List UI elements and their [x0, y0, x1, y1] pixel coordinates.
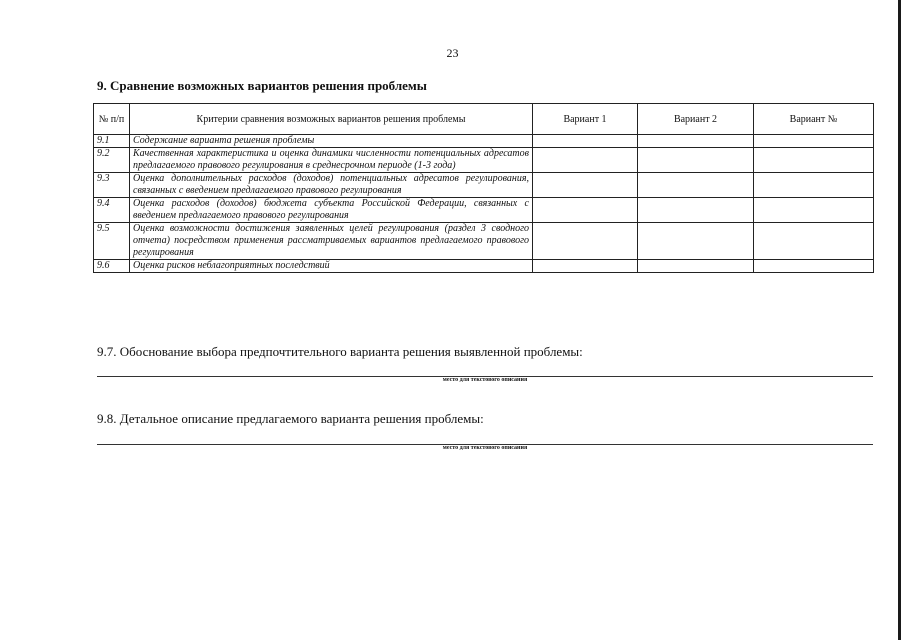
table-row: [94, 148, 874, 173]
section-9-7-heading: 9.7. Обоснование выбора предпочтительного варианта решения выявленной проблемы:: [97, 344, 583, 359]
section-9-8-heading: 9.8. Детальное описание предлагаемого варианта решения проблемы:: [97, 411, 484, 426]
scan-edge-line: [898, 0, 901, 640]
row-number: 9.3: [94, 173, 130, 198]
table-row: [94, 135, 874, 148]
row-number: 9.4: [94, 198, 130, 223]
section-9-8-caption: место для текстового описания: [442, 445, 528, 451]
cell-variant-1: [533, 135, 638, 148]
row-criterion: Содержание варианта решения проблемы: [130, 135, 533, 148]
cell-variant-n: [754, 148, 874, 173]
header-num: № п/п: [94, 104, 130, 135]
cell-variant-n: [754, 198, 874, 223]
table-header-row: [94, 104, 874, 135]
page-number: 23: [446, 46, 459, 60]
header-criteria: Критерии сравнения возможных вариантов решения проблемы: [130, 104, 533, 135]
header-variant-2: Вариант 2: [638, 104, 754, 135]
header-variant-1: Вариант 1: [533, 104, 638, 135]
table-row: [94, 198, 874, 223]
row-number: 9.2: [94, 148, 130, 173]
cell-variant-n: [754, 223, 874, 260]
cell-variant-n: [754, 173, 874, 198]
cell-variant-1: [533, 198, 638, 223]
comparison-table: [93, 103, 874, 273]
cell-variant-2: [638, 173, 754, 198]
row-criterion: Оценка возможности достижения заявленных целей регулирования (раздел 3 сводного отчета) посредством применения рассматриваемых вариантов предлагаемого правового регулирования: [130, 223, 533, 260]
cell-variant-1: [533, 260, 638, 273]
row-criterion: Оценка дополнительных расходов (доходов) потенциальных адресатов регулирования, связанных с введением предлагаемого правового регулирования: [130, 173, 533, 198]
cell-variant-1: [533, 148, 638, 173]
cell-variant-n: [754, 135, 874, 148]
cell-variant-2: [638, 223, 754, 260]
table-row: [94, 173, 874, 198]
cell-variant-2: [638, 260, 754, 273]
row-criterion: Оценка рисков неблагоприятных последствий: [130, 260, 533, 273]
row-number: 9.1: [94, 135, 130, 148]
section-9-7-caption: место для текстового описания: [442, 377, 528, 383]
table-row: [94, 223, 874, 260]
row-criterion: Оценка расходов (доходов) бюджета субъекта Российской Федерации, связанных с введением предлагаемого правового регулирования: [130, 198, 533, 223]
table-row: [94, 260, 874, 273]
cell-variant-2: [638, 198, 754, 223]
row-number: 9.6: [94, 260, 130, 273]
row-criterion: Качественная характеристика и оценка динамики численности потенциальных адресатов предлагаемого правового регулирования в среднесрочном периоде (1-3 года): [130, 148, 533, 173]
cell-variant-n: [754, 260, 874, 273]
cell-variant-1: [533, 173, 638, 198]
header-variant-n: Вариант №: [754, 104, 874, 135]
cell-variant-2: [638, 135, 754, 148]
section-9-heading: 9. Сравнение возможных вариантов решения проблемы: [97, 78, 427, 93]
cell-variant-1: [533, 223, 638, 260]
row-number: 9.5: [94, 223, 130, 260]
cell-variant-2: [638, 148, 754, 173]
